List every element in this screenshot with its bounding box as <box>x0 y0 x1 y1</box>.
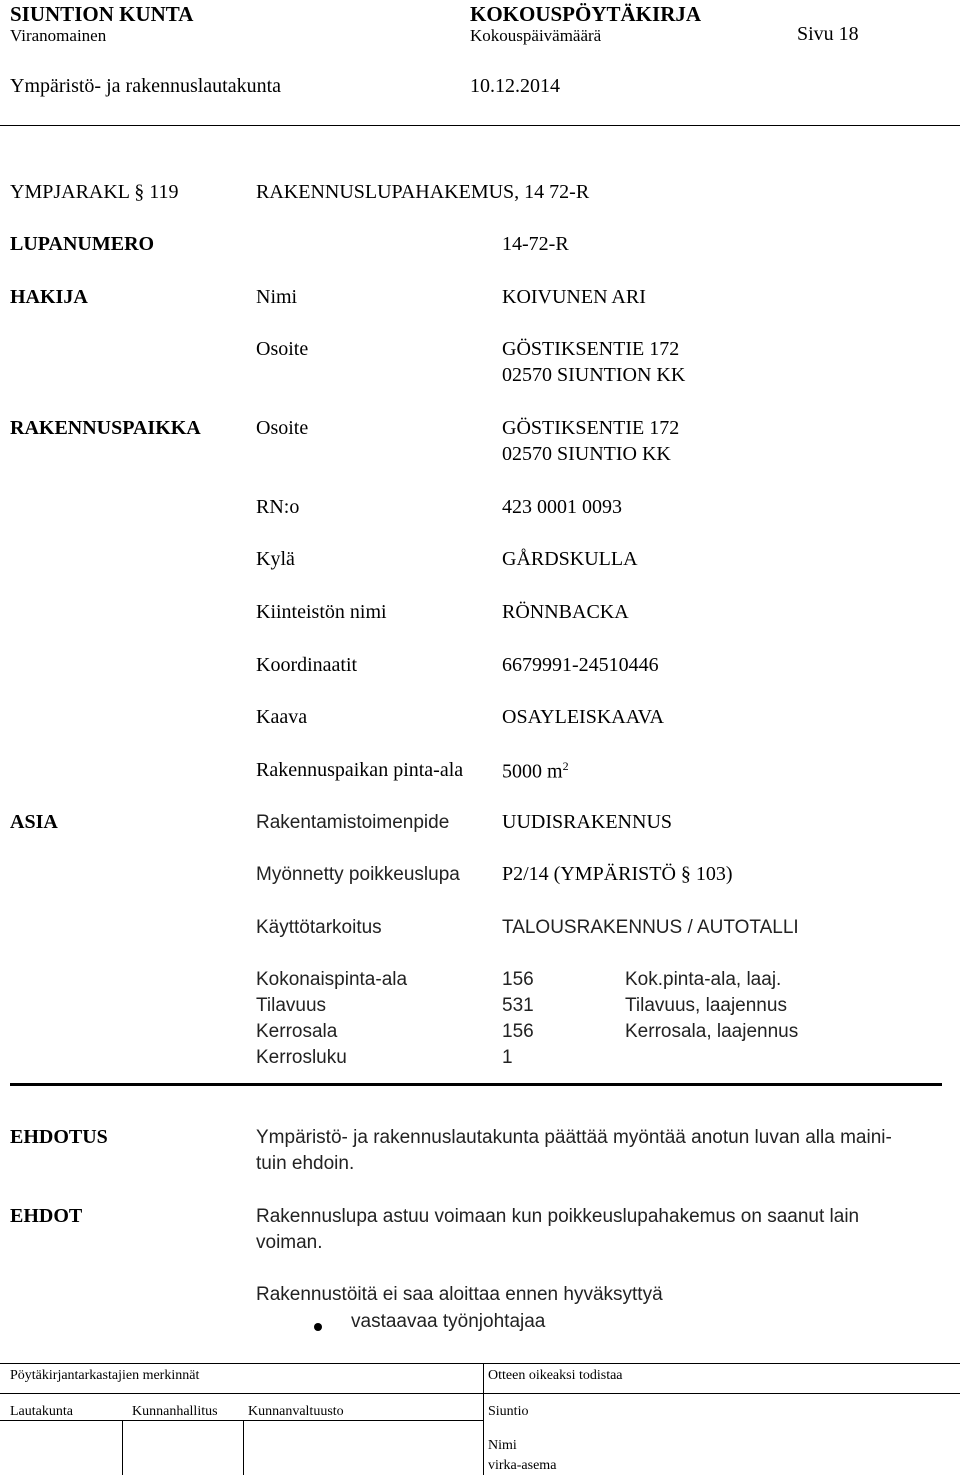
footer-top-border <box>0 1363 960 1364</box>
measure-row-value: 531 <box>502 995 534 1016</box>
case-reference: YMPJARAKL § 119 <box>10 181 179 203</box>
matter-section-label: ASIA <box>10 811 58 833</box>
use-value: TALOUSRAKENNUS / AUTOTALLI <box>502 917 799 938</box>
footer-column-kunnanhallitus: Kunnanhallitus <box>132 1404 218 1419</box>
measure-row-note: Kerrosala, laajennus <box>625 1021 799 1042</box>
applicant-address-line2: 02570 SIUNTION KK <box>502 364 686 386</box>
meeting-date-label: Kokouspäivämäärä <box>470 26 602 45</box>
proposal-section-label: EHDOTUS <box>10 1126 108 1148</box>
measure-row-note: Kok.pinta-ala, laaj. <box>625 969 782 990</box>
measure-row-label: Kokonaispinta-ala <box>256 969 408 990</box>
site-row-value: OSAYLEISKAAVA <box>502 706 664 728</box>
proposal-text-line2: tuin ehdoin. <box>256 1153 355 1174</box>
footer-marks-label: Pöytäkirjantarkastajien merkinnät <box>10 1368 200 1383</box>
footer-signature-box-divider <box>122 1420 123 1475</box>
conditions-text-line1: Rakennuslupa astuu voimaan kun poikkeuslupahakemus on saanut lain <box>256 1206 860 1227</box>
permit-number: 14-72-R <box>502 233 569 255</box>
footer-certified-label: Otteen oikeaksi todistaa <box>488 1368 623 1383</box>
exemption-value: P2/14 (YMPÄRISTÖ § 103) <box>502 863 733 885</box>
conditions-section-label: EHDOT <box>10 1205 83 1227</box>
footer-column-divider <box>483 1363 484 1475</box>
measure-row-value: 156 <box>502 969 534 990</box>
site-area-label: Rakennuspaikan pinta-ala <box>256 759 464 781</box>
site-row-value: 6679991-24510446 <box>502 654 659 676</box>
footer-position-label: virka-asema <box>488 1458 557 1473</box>
header-divider <box>0 125 960 126</box>
site-row-label: Kylä <box>256 548 295 570</box>
site-row-value: RÖNNBACKA <box>502 601 629 623</box>
measure-row-label: Kerrosala <box>256 1021 338 1042</box>
conditions-text-line3: Rakennustöitä ei saa aloittaa ennen hyväksyttyä <box>256 1284 663 1305</box>
page-number: Sivu 18 <box>797 23 859 45</box>
site-area-value: 5000 $m^2$ <box>502 759 569 783</box>
footer-sign-row-divider <box>0 1420 483 1421</box>
meeting-date: 10.12.2014 <box>470 75 560 97</box>
municipality-name: SIUNTION KUNTA <box>10 2 194 26</box>
document-type: KOKOUSPÖYTÄKIRJA <box>470 2 702 26</box>
applicant-address-label: Osoite <box>256 338 309 360</box>
conditions-text-line2: voiman. <box>256 1232 323 1253</box>
measure-row-note: Tilavuus, laajennus <box>625 995 787 1016</box>
site-row-label: Koordinaatit <box>256 654 358 676</box>
footer-signature-box-divider <box>243 1420 244 1475</box>
site-address-label: Osoite <box>256 417 309 439</box>
footer-place: Siuntio <box>488 1404 529 1419</box>
applicant-name-label: Nimi <box>256 286 298 308</box>
site-row-value: 423 0001 0093 <box>502 496 622 518</box>
measure-label: Rakentamistoimenpide <box>256 812 450 833</box>
section-divider <box>10 1083 942 1086</box>
use-label: Käyttötarkoitus <box>256 917 382 938</box>
measure-value: UUDISRAKENNUS <box>502 811 673 833</box>
exemption-label: Myönnetty poikkeuslupa <box>256 864 460 885</box>
bullet-icon <box>314 1318 322 1336</box>
site-row-label: Kiinteistön nimi <box>256 601 387 623</box>
measure-row-label: Tilavuus <box>256 995 327 1016</box>
measure-row-label: Kerrosluku <box>256 1047 347 1068</box>
footer-column-kunnanvaltuusto: Kunnanvaltuusto <box>248 1404 344 1419</box>
area-unit-exponent: 2 <box>562 759 569 773</box>
measure-row-value: 156 <box>502 1021 534 1042</box>
applicant-name: KOIVUNEN ARI <box>502 286 646 308</box>
proposal-text-line1: Ympäristö- ja rakennuslautakunta päättää myöntää anotun luvan alla maini- <box>256 1127 892 1148</box>
case-title: RAKENNUSLUPAHAKEMUS, 14 72-R <box>256 181 590 203</box>
permit-number-label: LUPANUMERO <box>10 233 155 255</box>
footer-name-label: Nimi <box>488 1438 517 1453</box>
applicant-address-line1: GÖSTIKSENTIE 172 <box>502 338 680 360</box>
site-address-line1: GÖSTIKSENTIE 172 <box>502 417 680 439</box>
conditions-bullet-item: vastaavaa työnjohtajaa <box>351 1311 546 1332</box>
authority-label: Viranomainen <box>10 26 107 45</box>
applicant-section-label: HAKIJA <box>10 286 88 308</box>
site-row-label: Kaava <box>256 706 308 728</box>
footer-column-lautakunta: Lautakunta <box>10 1404 73 1419</box>
footer-row-divider <box>0 1393 960 1394</box>
site-row-value: GÅRDSKULLA <box>502 548 638 570</box>
site-address-line2: 02570 SIUNTIO KK <box>502 443 671 465</box>
authority-name: Ympäristö- ja rakennuslautakunta <box>10 75 282 97</box>
measure-row-value: 1 <box>502 1047 513 1068</box>
site-section-label: RAKENNUSPAIKKA <box>10 417 201 439</box>
site-row-label: RN:o <box>256 496 300 518</box>
